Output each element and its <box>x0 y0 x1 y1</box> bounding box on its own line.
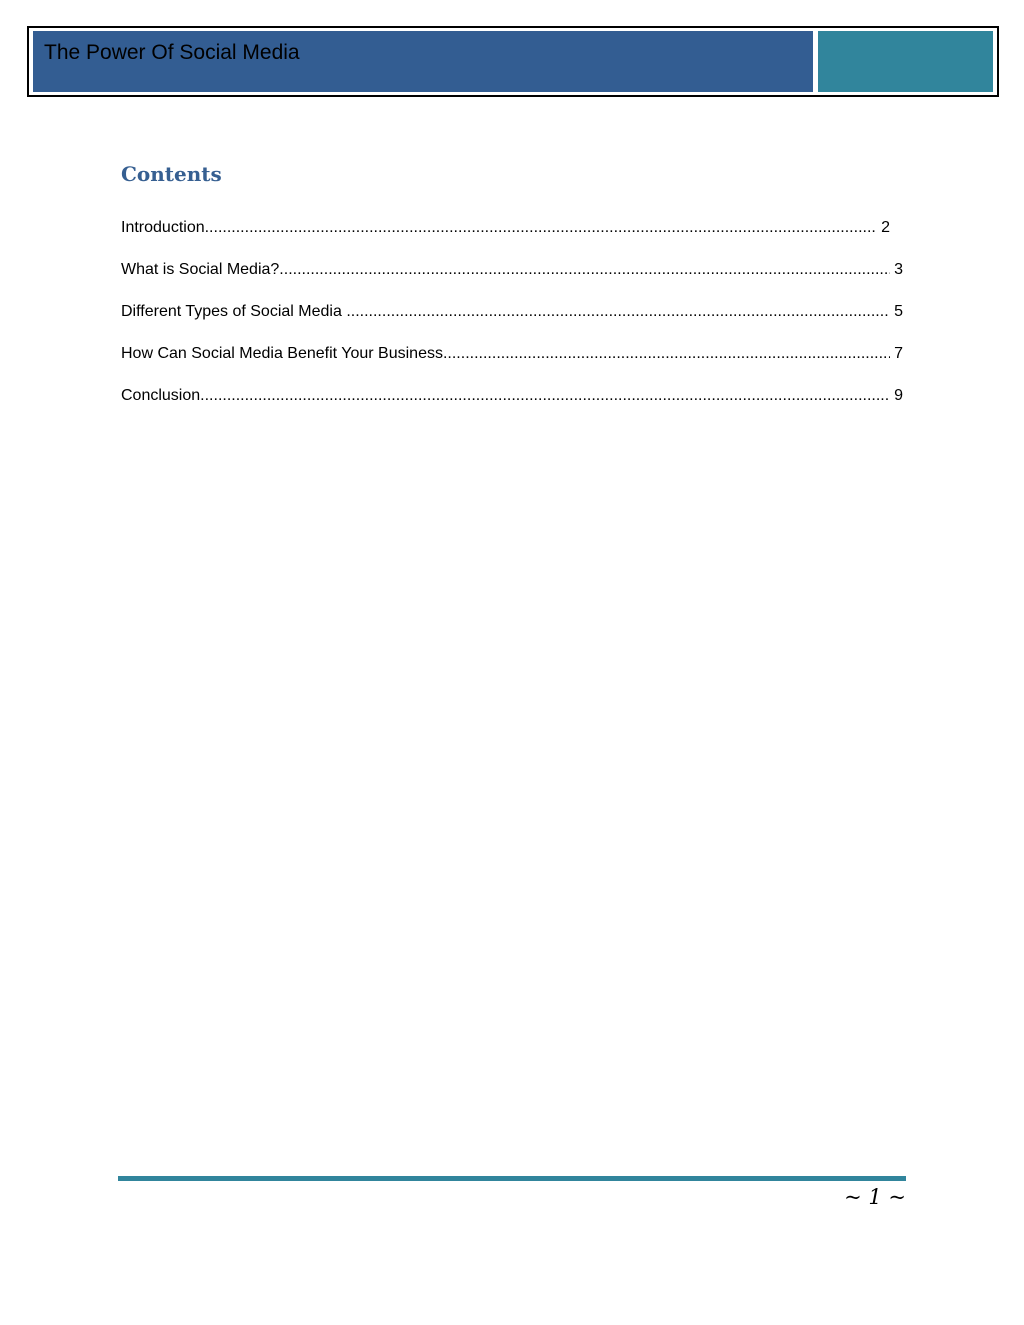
toc-entry-label: Introduction <box>121 219 205 236</box>
toc-dot-leader <box>205 218 877 238</box>
header-banner <box>27 26 999 97</box>
toc-entry-conclusion[interactable] <box>121 386 903 428</box>
toc-entry-introduction[interactable] <box>121 218 890 260</box>
toc-entry-different-types[interactable] <box>121 302 903 344</box>
toc-heading: Contents <box>121 162 222 186</box>
toc-entry-business-benefits[interactable] <box>121 344 903 386</box>
header-accent-block <box>818 31 993 92</box>
toc-entry-label: Different Types of Social Media <box>121 303 347 320</box>
page-number: ~ 1 ~ <box>844 1185 906 1209</box>
toc-entry-label: How Can Social Media Benefit Your Business <box>121 345 443 362</box>
toc-dot-leader <box>346 302 890 322</box>
header-main-bar <box>33 31 814 92</box>
toc-entry-label: Conclusion <box>121 387 201 404</box>
toc-entry-page: 2 <box>881 219 890 236</box>
toc-entry-page: 5 <box>894 303 903 320</box>
document-title: The Power Of Social Media <box>44 41 300 64</box>
table-of-contents <box>121 218 903 428</box>
footer-rule <box>118 1176 906 1181</box>
toc-entry-label: What is Social Media? <box>121 261 280 278</box>
toc-dot-leader <box>200 386 890 406</box>
toc-dot-leader <box>443 344 890 364</box>
toc-dot-leader <box>279 260 890 280</box>
toc-entry-page: 3 <box>894 261 903 278</box>
toc-entry-page: 7 <box>894 345 903 362</box>
toc-entry-page: 9 <box>894 387 903 404</box>
toc-entry-what-is-social-media[interactable] <box>121 260 903 302</box>
